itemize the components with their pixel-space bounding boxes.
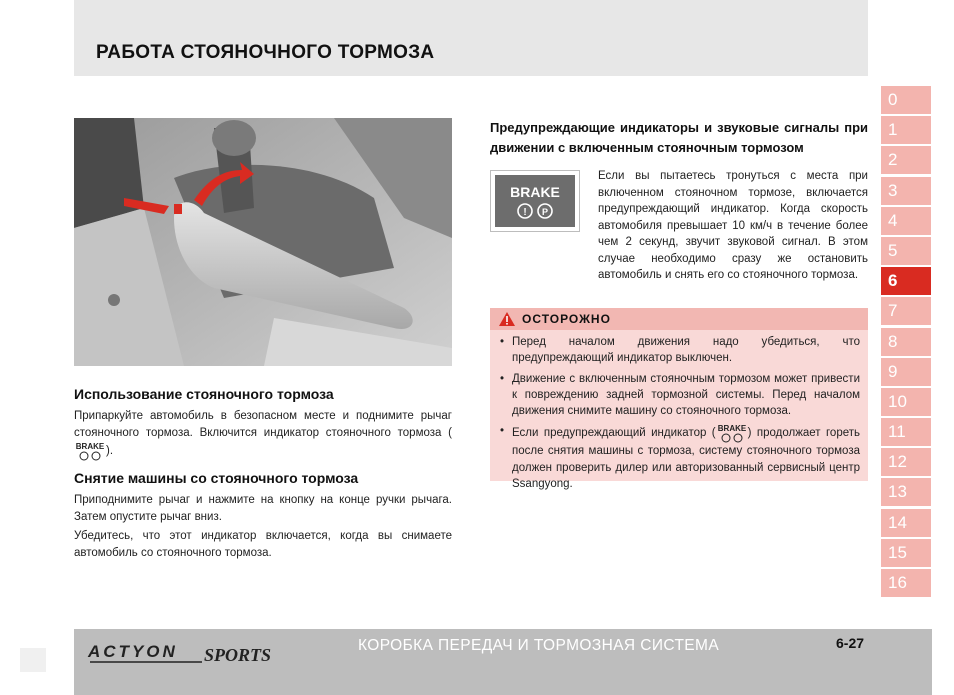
brake-indicator-label: BRAKE [510, 184, 560, 200]
svg-text:ACTYON: ACTYON [88, 642, 178, 661]
chapter-tab-3[interactable]: 3 [881, 177, 931, 205]
caution-title: ОСТОРОЖНО [522, 312, 611, 326]
chapter-tab-14[interactable]: 14 [881, 509, 931, 537]
footer-band [74, 629, 932, 695]
page-number: 6-27 [836, 635, 865, 651]
chapter-tabs [881, 86, 931, 599]
section-use-heading: Использование стояночного тормоза [74, 386, 334, 402]
chapter-tab-15[interactable]: 15 [881, 539, 931, 567]
brake-warning-icon [495, 175, 575, 227]
gutter-mark [20, 648, 46, 672]
chapter-tab-5[interactable]: 5 [881, 237, 931, 265]
chapter-tab-8[interactable]: 8 [881, 328, 931, 356]
svg-text:P: P [541, 207, 549, 217]
caution-item: • Перед началом движения надо убедиться, что предупреждающий индикатор выключен. [498, 334, 860, 367]
caution-list [498, 334, 860, 496]
brake-indicator-icon [718, 423, 746, 443]
chapter-tab-12[interactable]: 12 [881, 448, 931, 476]
header-band [74, 0, 868, 76]
caution-item: • Движение с включенным стояночным тормозом может привести к повреждению задней тормозной системы. Перед началом движения снимите машину со стояночного тормоза. [498, 371, 860, 420]
page-title: РАБОТА СТОЯНОЧНОГО ТОРМОЗА [96, 42, 435, 63]
parking-brake-photo [74, 118, 452, 366]
section-release-text-1: Приподнимите рычаг и нажмите на кнопку на конце ручки рычага. Затем опустите рычаг вниз. [74, 494, 452, 523]
actyon-sports-logo [86, 637, 298, 665]
brake-indicator-icon [76, 441, 104, 461]
svg-text:SPORTS: SPORTS [204, 645, 272, 665]
chapter-tab-7[interactable]: 7 [881, 297, 931, 325]
chapter-tab-9[interactable]: 9 [881, 358, 931, 386]
section-release-text-2: Убедитесь, что этот индикатор включается, когда вы снимаете автомобиль со стояночного тормоза. [74, 530, 452, 559]
svg-text:BRAKE: BRAKE [717, 424, 746, 434]
svg-text:!: ! [523, 207, 527, 218]
warning-signals-text: Если вы пытаетесь тронуться с места при включенном стояночном тормозе, включается предупреждающий индикатор. Когда скорость автомобиля превышает 10 км/ч в течение более чем 2 секунд, звучит звуковой сигнал. В этом случае необходимо сразу же остановить автомобиль и снять его со стояночного тормоза. [598, 170, 868, 281]
chapter-tab-4[interactable]: 4 [881, 207, 931, 235]
chapter-tab-13[interactable]: 13 [881, 478, 931, 506]
section-use-text: Припаркуйте автомобиль в безопасном месте и поднимите рычаг стояночного тормоза. Включится индикатор стояночного тормоза ( BRAKE ). [74, 408, 452, 461]
chapter-tab-11[interactable]: 11 [881, 418, 931, 446]
caution-item: • Если предупреждающий индикатор ( BRAKE ) продолжает гореть после снятия машины с тормоза, систему стояночного тормоза должен проверить дилер или авторизованный сервисный центр Ssangyong. [498, 423, 860, 492]
footer-chapter-title: КОРОБКА ПЕРЕДАЧ И ТОРМОЗНАЯ СИСТЕМА [358, 637, 720, 654]
chapter-tab-1[interactable]: 1 [881, 116, 931, 144]
caution-box [490, 308, 868, 491]
chapter-tab-10[interactable]: 10 [881, 388, 931, 416]
chapter-tab-16[interactable]: 16 [881, 569, 931, 597]
chapter-tab-6[interactable]: 6 [881, 267, 931, 295]
chapter-tab-2[interactable]: 2 [881, 146, 931, 174]
svg-text:BRAKE: BRAKE [76, 442, 104, 451]
section-release-heading: Снятие машины со стояночного тормоза [74, 470, 359, 486]
warning-signals-heading: Предупреждающие индикаторы и звуковые сигналы при движении с включенным стояночным тормозом [490, 120, 868, 155]
brake-indicator-box [490, 170, 580, 232]
chapter-tab-0[interactable]: 0 [881, 86, 931, 114]
warning-triangle-icon [498, 311, 516, 327]
